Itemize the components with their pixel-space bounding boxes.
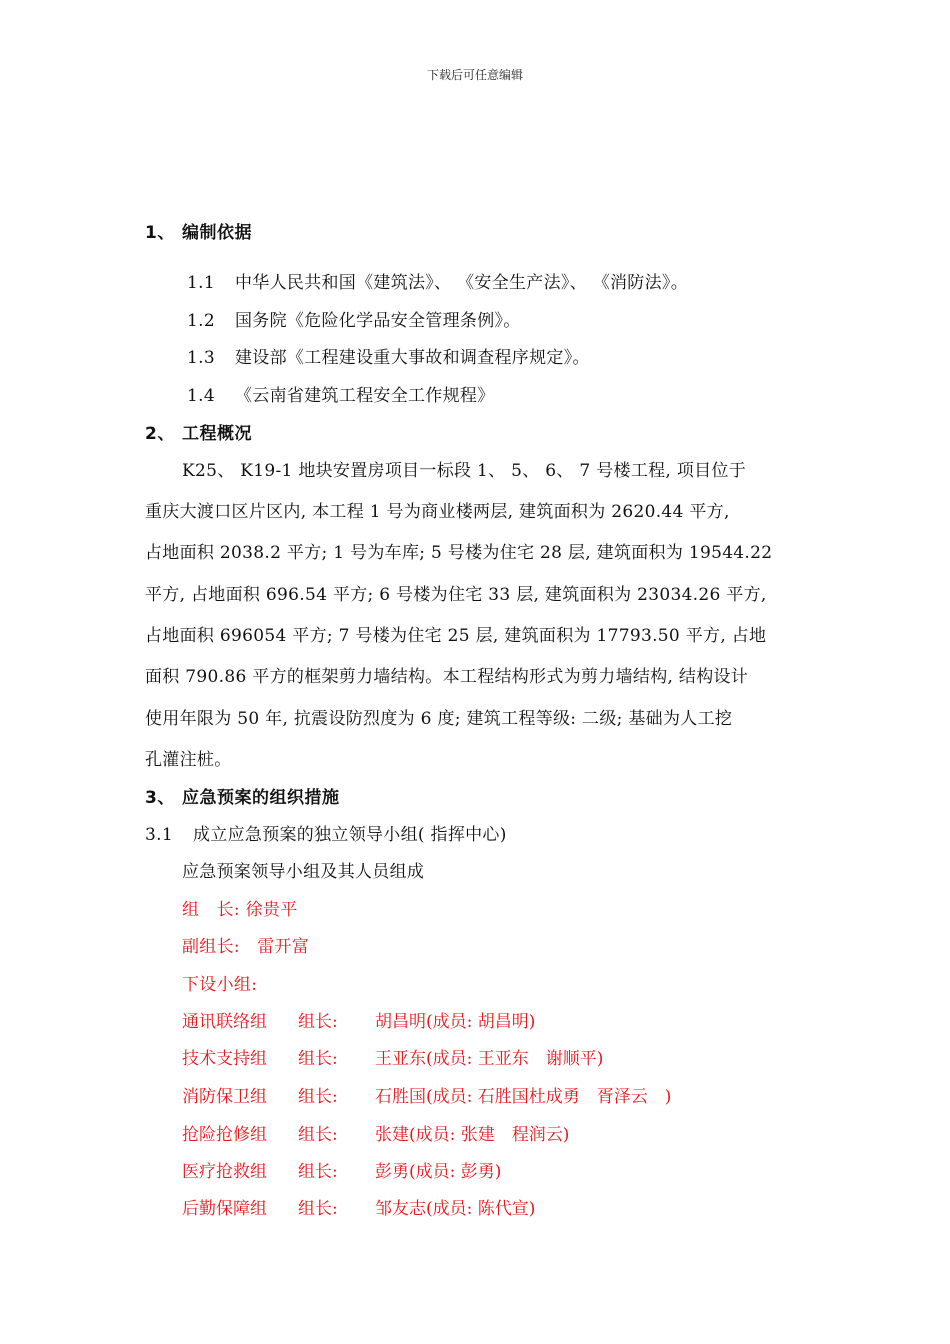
basis-item-4 bbox=[187, 381, 495, 406]
overview-line-2: 重庆大渡口区片区内, 本工程 1 号为商业楼两层, 建筑面积为 2620.44 平方, bbox=[145, 502, 730, 522]
overview-line-6: 面积 790.86 平方的框架剪力墙结构。本工程结构形式为剪力墙结构, 结构设计 bbox=[145, 667, 749, 687]
section-1-title: 编制依据 bbox=[182, 223, 252, 243]
subgroup-leader-title: 组长: bbox=[298, 1012, 338, 1032]
subgroup-row bbox=[182, 1082, 671, 1107]
section-1-heading bbox=[145, 218, 252, 243]
group-leader: 组 长: 徐贵平 bbox=[182, 900, 298, 920]
basis-item-number: 1.1 bbox=[187, 273, 215, 293]
overview-line-3: 占地面积 2038.2 平方; 1 号为车库; 5 号楼为住宅 28 层, 建筑面积为 19544.22 bbox=[145, 543, 773, 563]
subsection-number: 3.1 bbox=[145, 825, 173, 845]
section-1-number: 1、 bbox=[145, 223, 175, 243]
subgroup-members: 张建(成员: 张建 程润云) bbox=[375, 1125, 570, 1145]
subgroup-row bbox=[182, 1194, 535, 1219]
subgroup-name: 消防保卫组 bbox=[182, 1087, 267, 1107]
section-3-heading bbox=[145, 783, 340, 808]
subgroup-name: 通讯联络组 bbox=[182, 1012, 267, 1032]
subgroup-name: 医疗抢救组 bbox=[182, 1162, 267, 1182]
subgroup-leader-title: 组长: bbox=[298, 1049, 338, 1069]
subgroup-row bbox=[182, 1157, 501, 1182]
basis-item-text: 建设部《工程建设重大事故和调查程序规定》。 bbox=[235, 348, 590, 368]
basis-item-3 bbox=[187, 343, 590, 368]
overview-line-7: 使用年限为 50 年, 抗震设防烈度为 6 度; 建筑工程等级: 二级; 基础为人工挖 bbox=[145, 709, 733, 729]
basis-item-text: 《云南省建筑工程安全工作规程》 bbox=[235, 386, 495, 406]
section-2-heading bbox=[145, 419, 252, 444]
overview-line-8: 孔灌注桩。 bbox=[145, 750, 232, 770]
subgroups-label: 下设小组: bbox=[182, 975, 258, 995]
overview-line-1: K25、 K19-1 地块安置房项目一标段 1、 5、 6、 7 号楼工程, 项目位于 bbox=[182, 461, 747, 481]
subgroup-members: 胡昌明(成员: 胡昌明) bbox=[375, 1012, 536, 1032]
section-2-title: 工程概况 bbox=[182, 424, 252, 444]
subgroup-leader-title: 组长: bbox=[298, 1125, 338, 1145]
subgroup-members: 彭勇(成员: 彭勇) bbox=[375, 1162, 502, 1182]
overview-line-5: 占地面积 696054 平方; 7 号楼为住宅 25 层, 建筑面积为 17793.50 平方, 占地 bbox=[145, 626, 767, 646]
subgroup-row bbox=[182, 1120, 569, 1145]
subgroup-members: 王亚东(成员: 王亚东 谢顺平) bbox=[375, 1049, 604, 1069]
section-2-number: 2、 bbox=[145, 424, 175, 444]
subsection-title: 成立应急预案的独立领导小组( 指挥中心) bbox=[193, 825, 507, 845]
basis-item-1 bbox=[187, 268, 688, 293]
section-3-title: 应急预案的组织措施 bbox=[182, 788, 340, 808]
subgroup-row bbox=[182, 1007, 535, 1032]
subgroup-name: 抢险抢修组 bbox=[182, 1125, 267, 1145]
subgroup-leader-title: 组长: bbox=[298, 1199, 338, 1219]
basis-item-number: 1.2 bbox=[187, 311, 215, 331]
subgroup-members: 邹友志(成员: 陈代宣) bbox=[375, 1199, 536, 1219]
subsection-3-1 bbox=[145, 820, 507, 845]
basis-item-number: 1.3 bbox=[187, 348, 215, 368]
subgroup-name: 后勤保障组 bbox=[182, 1199, 267, 1219]
page-header: 下载后可任意编辑 bbox=[426, 68, 523, 82]
section-3-number: 3、 bbox=[145, 788, 175, 808]
deputy-leader: 副组长: 雷开富 bbox=[182, 937, 310, 957]
basis-item-text: 国务院《危险化学品安全管理条例》。 bbox=[235, 311, 521, 331]
leadership-intro: 应急预案领导小组及其人员组成 bbox=[182, 862, 425, 882]
basis-item-2 bbox=[187, 306, 521, 331]
subgroup-leader-title: 组长: bbox=[298, 1087, 338, 1107]
basis-item-number: 1.4 bbox=[187, 386, 215, 406]
basis-item-text: 中华人民共和国《建筑法》、 《安全生产法》、 《消防法》。 bbox=[235, 273, 689, 293]
subgroup-members: 石胜国(成员: 石胜国杜成勇 胥泽云 ) bbox=[375, 1087, 672, 1107]
overview-line-4: 平方, 占地面积 696.54 平方; 6 号楼为住宅 33 层, 建筑面积为 23034.26 平方, bbox=[145, 585, 767, 605]
subgroup-leader-title: 组长: bbox=[298, 1162, 338, 1182]
subgroup-row bbox=[182, 1044, 603, 1069]
subgroup-name: 技术支持组 bbox=[182, 1049, 267, 1069]
